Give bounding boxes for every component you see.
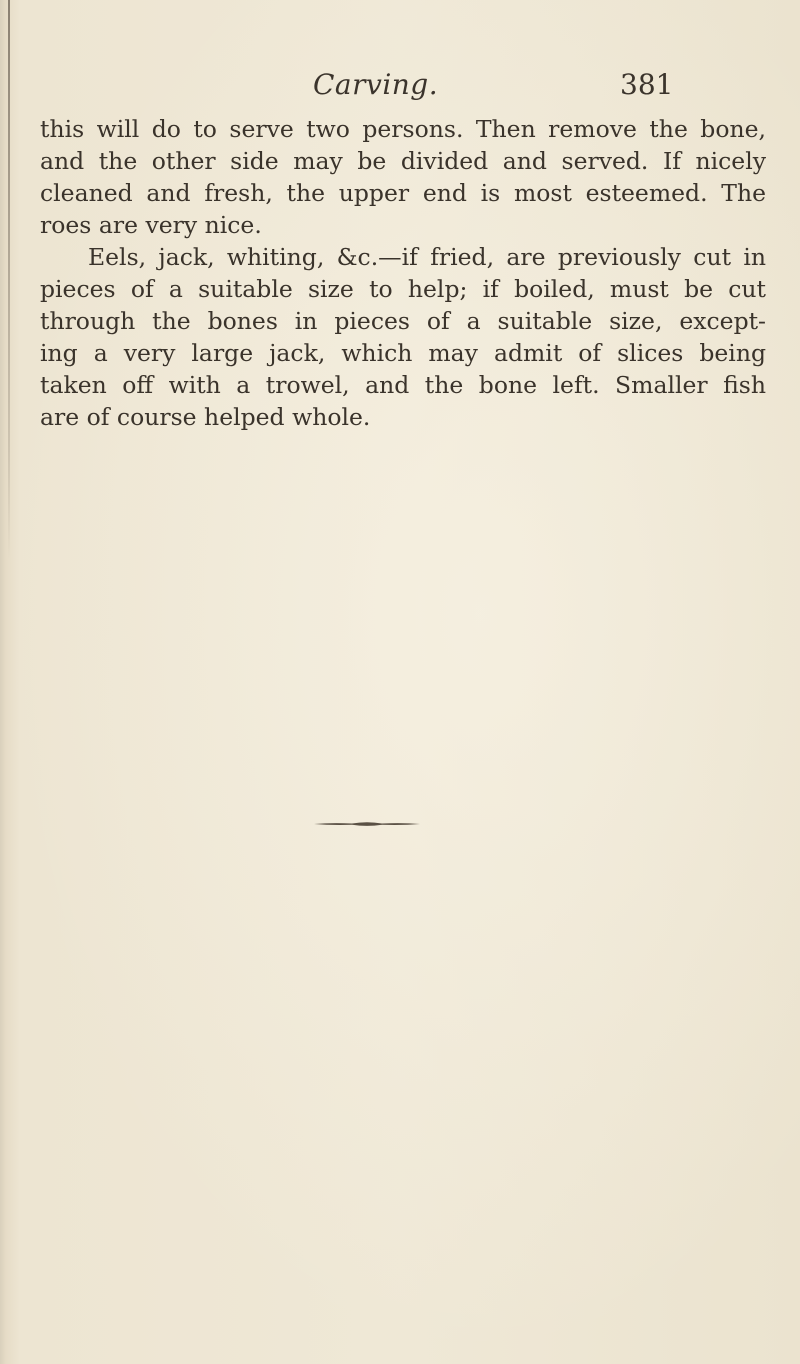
text-line: taken off with a trowel, and the bone left. Smaller fish [40,371,766,399]
text-line: and the other side may be divided and served. If nicely [40,147,766,175]
body-text [40,113,766,433]
page-header [0,68,800,108]
text-line: pieces of a suitable size to help; if boiled, must be cut [40,275,766,303]
text-line: roes are very nice. [40,211,262,239]
running-title: Carving. [313,68,439,101]
text-line: are of course helped whole. [40,403,371,431]
text-line: through the bones in pieces of a suitable size, except- [40,307,766,335]
text-line: ing a very large jack, which may admit of slices being [40,339,766,367]
page-number: 381 [620,68,674,101]
text-line: cleaned and fresh, the upper end is most esteemed. The [40,179,766,207]
paragraph-first-line: Eels, jack, whiting, &c.—if fried, are previously cut in [88,243,766,271]
section-end-ornament [312,820,422,828]
text-line: this will do to serve two persons. Then remove the bone, [40,115,766,143]
